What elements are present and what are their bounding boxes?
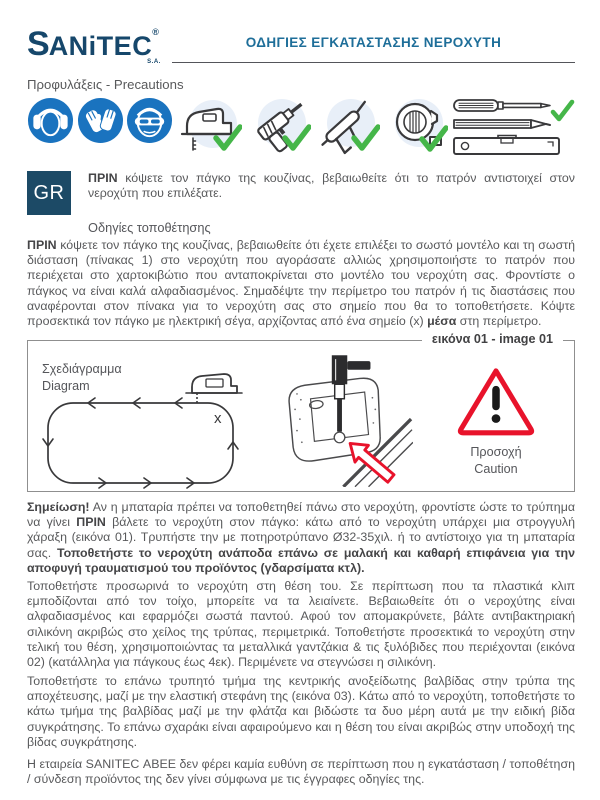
caution-block — [432, 365, 560, 478]
warning-triangle-icon — [454, 365, 538, 437]
caulk-gun-icon — [314, 97, 380, 161]
registered-mark: ® — [152, 27, 159, 37]
precautions-icons-row — [27, 97, 575, 163]
figure-frame — [27, 340, 575, 492]
diagram-label: Σχεδιάγραμμα Diagram — [42, 362, 122, 393]
sanitec-logo: SANiTEC® S.A. — [27, 25, 161, 65]
caution-labels: Προσοχή Caution — [470, 445, 522, 476]
logo-text: S — [27, 25, 49, 63]
ear-protection-icon — [27, 97, 74, 144]
paragraph-valve: Τοποθετήστε το επάνω τρυπητό τμήμα της κεντρικής ανοξείδωτης βαλβίδας στην τρύπα της αποχέτευσης, μαζί με την ελαστική στεφάνη της (εικόνα 03). Κάτω από το νεροχύτη, τοποθετήστε το κάτω τμήμα της βαλβίδας μαζί με την φλάτζα και βιδώστε τα δυο μέρη αυτά με την ειδική βίδα συγκράτησης. Το επάνω σχαράκι είναι αφαιρούμενο και η θέση του είναι ακριβώς στην υποδοχή της βίδας συγκράτησης. — [27, 674, 575, 749]
marking-tools-icons — [451, 97, 575, 161]
pencil-icon — [454, 120, 550, 128]
screwdriver-icon — [454, 100, 550, 111]
page-title: ΟΔΗΓΙΕΣ ΕΓΚΑΤΑΣΤΑΣΗΣ ΝΕΡΟΧΥΤΗ — [245, 35, 502, 50]
figure-caption: εικόνα 01 - image 01 — [422, 332, 563, 346]
logo-suffix: S.A. — [147, 59, 161, 65]
spirit-level-icon — [454, 136, 559, 155]
section-heading: Οδηγίες τοποθέτησης — [88, 220, 211, 235]
cutting-path-diagram — [34, 371, 259, 489]
footer-disclaimer: Η εταιρεία SANITEC ΑΒΕΕ δεν φέρει καμία ευθύνη σε περίπτωση που η εγκατάσταση / τοποθέτηση / σύνδεση προϊόντος της δεν γίνει σύμφωνα με τις έγγραφες οδηγίες της. — [27, 757, 575, 787]
figure-image-01 — [27, 331, 575, 493]
safety-goggles-icon — [126, 97, 173, 144]
paragraph-fitting: Τοποθετήστε προσωρινά το νεροχύτη στη θέση του. Σε περίπτωση που τα πλαστικά κλιπ εμποδίζονται από τον τοίχο, μπορείτε να τα λειαίνετε. Βεβαιωθείτε ότι ο νεροχύτης είναι αλφαδιασμένος και εφαρμόζει σωστά παντού. Αφού τον απομακρύνετε, βάλτε αντιβακτηριακή σιλικόνη ακριβώς στο χείλος της τρύπας, περιμετρικά. Τοποθετήστε προσεκτικά το νεροχύτη στην τελική του θέση, χρησιμοποιώντας τα μεταλλικά γαντζάκια & τις ξυλόβιδες που περιέχονται (εικόνα 02) (κατάλληλα για πάγκους έως 4εκ). Περιμένετε να στεγνώσει η σιλικόνη. — [27, 579, 575, 670]
protective-gloves-icon — [77, 97, 124, 144]
jigsaw-icon — [176, 97, 242, 161]
cut-start-mark: x — [214, 410, 222, 427]
header-rule — [172, 62, 575, 63]
page-header — [27, 25, 575, 73]
sink-drilling-illustration — [268, 355, 413, 487]
drill-icon — [245, 97, 311, 161]
gr-language-callout — [27, 171, 575, 215]
gr-callout-text: ΠΡΙΝ κόψετε τον πάγκο της κουζίνας, βεβαιωθείτε ότι το πατρόν αντιστοιχεί στον νεροχύτη που επιλέξατε. — [88, 171, 575, 201]
precautions-heading: Προφυλάξεις - Precautions — [27, 77, 184, 92]
gr-language-badge: GR — [27, 171, 71, 215]
paragraph-cutting: ΠΡΙΝ κόψετε τον πάγκο της κουζίνας, βεβαιωθείτε ότι έχετε επιλέξει το σωστό μοντέλο και τη σωστή διάσταση (πίνακας 1) στο νεροχύτη που αγοράσατε αλλιώς χρησιμοποιήστε το πατρόν που περιέχεται στο χαρτοκιβώτιο που ανταποκρίνεται στο μοντέλο του νεροχύτη σας. Φροντίστε ο πάγκος να είναι καλά αλφαδιασμένος. Σημαδέψτε την περίμετρο του πατρόν ή τις διαστάσεις που αναφέρονται στον πίνακα για το νεροχύτη σας στο σημείο που θα το τοποθετήσετε. Κόψτε προσεκτικά τον πάγκο με ηλεκτρική σέγα, αρχίζοντας από ένα σημείο (x) μέσα στη περίμετρο. — [27, 238, 575, 329]
measuring-tape-icon — [382, 97, 448, 161]
paragraph-note: Σημείωση! Αν η μπαταρία πρέπει να τοποθετηθεί πάνω στο νεροχύτη, φροντίστε ώστε το τρύπημα να γίνει ΠΡΙΝ βάλετε το νεροχύτη στον πάγκο: κάτω από το νεροχύτη υπάρχει μια στρογγυλή χάραξη (εικόνα 01). Τρυπήστε την με ποτηροτρύπανο Ø32-35χιλ. ή το αντίστοιχο για τη μπαταρία σας. Τοποθετήστε το νεροχύτη ανάποδα επάνω σε μαλακή και καθαρή επιφάνεια για την αποφυγή τραυματισμού του προϊόντος (γδαρσίματα κτλ). — [27, 500, 575, 575]
